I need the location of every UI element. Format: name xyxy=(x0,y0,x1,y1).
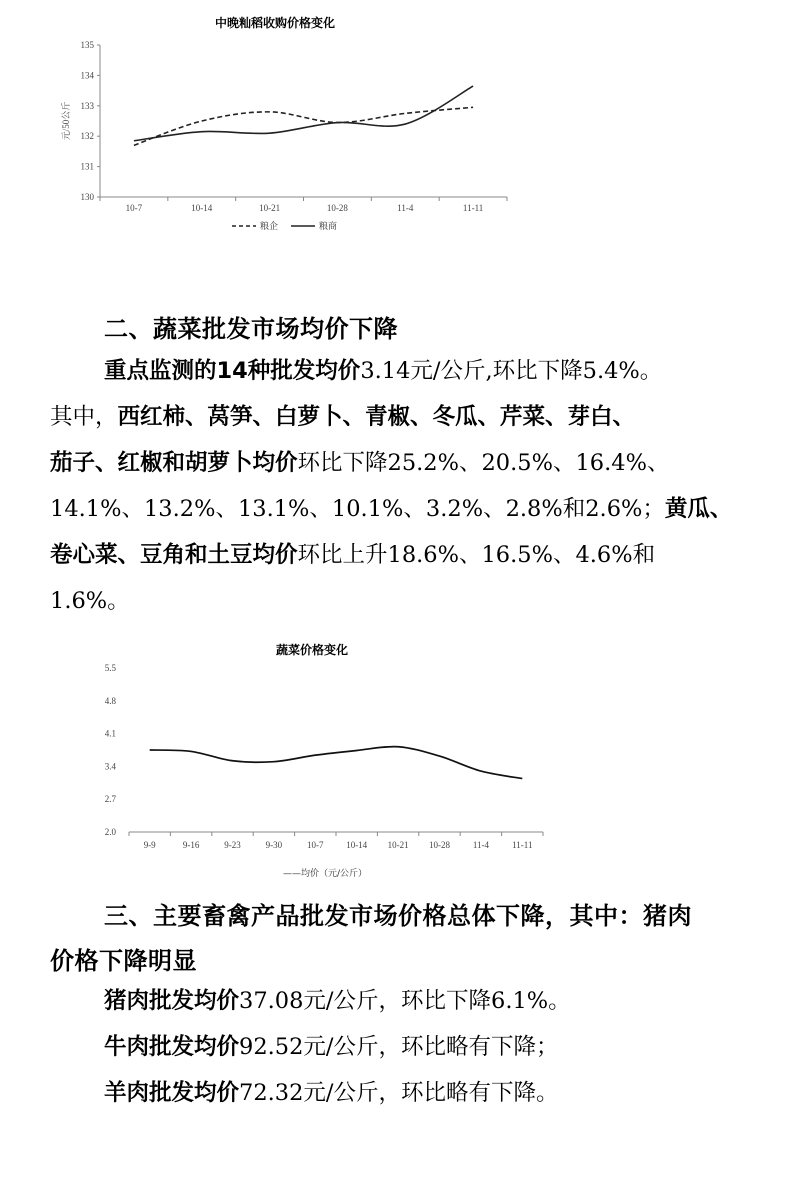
y-tick-label: 2.0 xyxy=(104,827,116,837)
chart2-title: 蔬菜价格变化 xyxy=(276,643,349,657)
y-tick-label: 131 xyxy=(80,161,94,172)
text: 1.6%。 xyxy=(50,588,130,614)
text-bold: 牛肉批发均价 xyxy=(104,1034,240,1060)
y-tick-label: 2.7 xyxy=(104,794,116,805)
rice-price-chart xyxy=(50,30,520,240)
x-tick-label: 10-28 xyxy=(429,840,450,850)
x-tick-label: 11-4 xyxy=(472,840,489,850)
x-tick-label: 11-11 xyxy=(462,203,484,213)
y-tick-label: 4.8 xyxy=(104,695,116,706)
x-tick-label: 10-7 xyxy=(307,840,324,850)
text: 环比上升18.6%、16.5%、4.6%和 xyxy=(297,542,656,568)
x-tick-label: 10-28 xyxy=(326,203,348,213)
legend-label: 粮商 xyxy=(319,222,338,232)
y-tick-label: 4.1 xyxy=(104,728,116,739)
series-line-average xyxy=(150,747,523,779)
text-bold: 黄瓜、 xyxy=(664,496,733,522)
legend-label: ——均价（元/公斤） xyxy=(283,869,368,879)
x-tick-label: 9-30 xyxy=(265,840,283,850)
section2-paragraph xyxy=(50,348,790,624)
x-tick-label: 9-23 xyxy=(224,840,241,850)
x-tick-label: 9-16 xyxy=(182,840,200,850)
vegetable-price-chart xyxy=(80,656,560,886)
series-line-grain-trader xyxy=(134,86,473,141)
y-tick-label: 5.5 xyxy=(104,663,116,673)
chart1-title: 中晚籼稻收购价格变化 xyxy=(215,16,336,30)
x-tick-label: 11-4 xyxy=(397,203,414,213)
text-bold: 西红柿、莴笋、白萝卜、青椒、冬瓜、芹菜、芽白、 xyxy=(117,404,636,430)
text-bold: 茄子、红椒和胡萝卜均价 xyxy=(50,450,298,476)
legend-label: 粮企 xyxy=(260,222,279,232)
y-tick-label: 135 xyxy=(80,40,94,50)
text: 37.08元/公斤，环比下降6.1%。 xyxy=(239,988,571,1014)
section3-heading-line2: 价格下降明显 xyxy=(50,947,197,975)
y-tick-label: 132 xyxy=(80,131,94,142)
text-bold: 重点监测的14种批发均价 xyxy=(104,358,361,384)
y-tick-label: 3.4 xyxy=(104,761,116,772)
text: 72.32元/公斤，环比略有下降。 xyxy=(239,1080,559,1106)
y-axis-label: 元/50公斤 xyxy=(61,101,71,141)
text-bold: 羊肉批发均价 xyxy=(104,1080,240,1106)
y-tick-label: 134 xyxy=(80,70,94,81)
text-bold: 卷心菜、豆角和土豆均价 xyxy=(50,542,298,568)
y-tick-label: 133 xyxy=(80,100,94,111)
section3-paragraph xyxy=(104,978,794,1116)
x-tick-label: 11-11 xyxy=(512,840,533,850)
text: 其中， xyxy=(50,404,118,430)
section3-heading-line1: 三、主要畜禽产品批发市场价格总体下降，其中：猪肉 xyxy=(104,902,692,930)
x-tick-label: 10-21 xyxy=(259,203,281,213)
x-tick-label: 10-14 xyxy=(191,203,213,213)
x-tick-label: 10-21 xyxy=(387,840,409,850)
section2-heading: 二、蔬菜批发市场均价下降 xyxy=(104,315,398,343)
text: 92.52元/公斤，环比略有下降； xyxy=(239,1034,559,1060)
text-bold: 猪肉批发均价 xyxy=(104,988,240,1014)
series-line-grain-enterprise xyxy=(134,107,473,145)
text: 14.1%、13.2%、13.1%、10.1%、3.2%、2.8%和2.6%； xyxy=(50,496,665,522)
x-tick-label: 10-14 xyxy=(346,840,368,850)
text: 环比下降25.2%、20.5%、16.4%、 xyxy=(297,450,670,476)
x-tick-label: 9-9 xyxy=(143,840,156,850)
y-tick-label: 130 xyxy=(80,192,94,202)
x-tick-label: 10-7 xyxy=(125,203,143,213)
text: 3.14元/公斤,环比下降5.4%。 xyxy=(360,358,663,384)
